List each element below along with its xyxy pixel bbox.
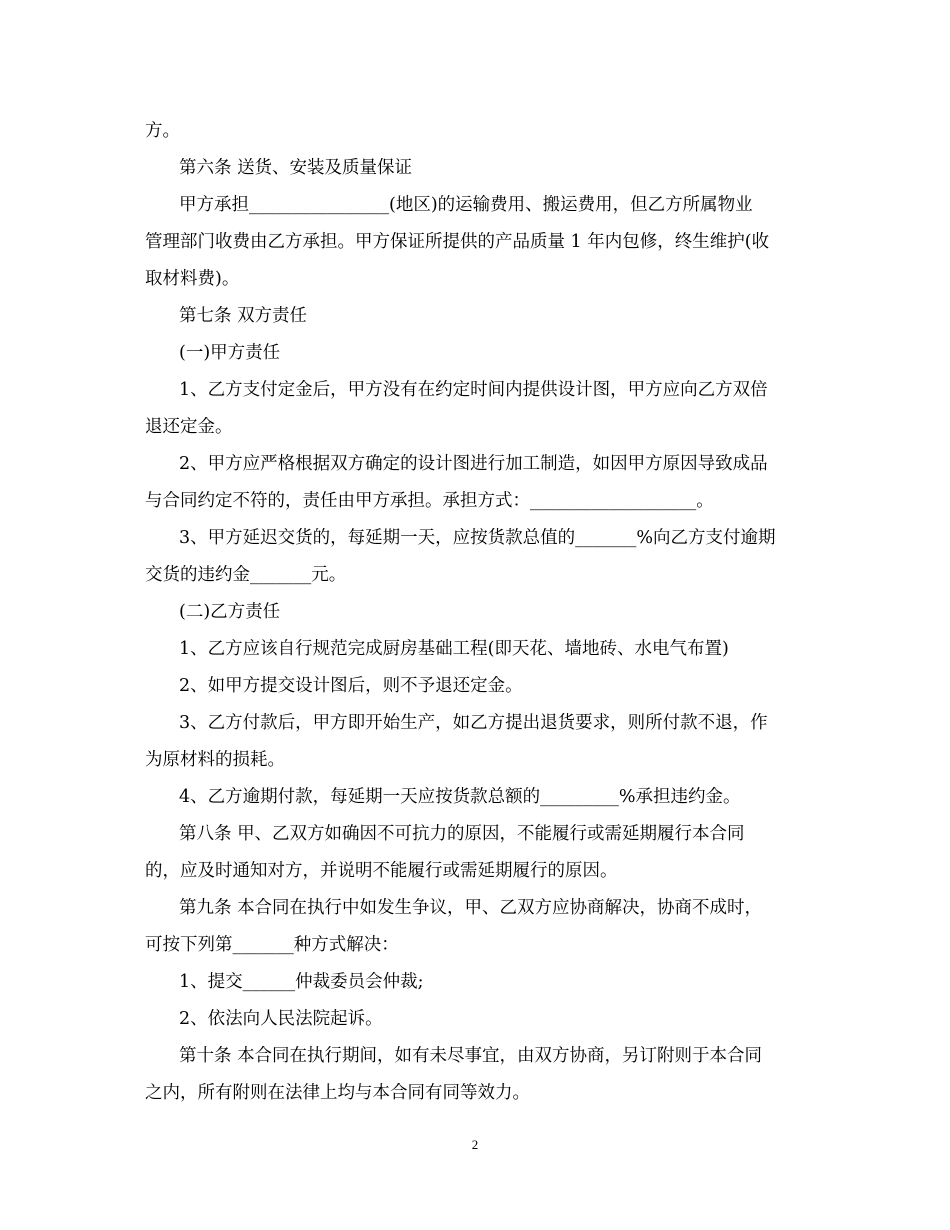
contract-body bbox=[145, 113, 805, 1112]
text-line: 4、乙方逾期付款，每延期一天应按货款总额的_________%承担违约金。 bbox=[179, 787, 741, 807]
text-line: 1、乙方支付定金后，甲方没有在约定时间内提供设计图，甲方应向乙方双倍 bbox=[179, 380, 768, 400]
page-number: 2 bbox=[471, 1137, 479, 1152]
text-line: 甲方承担________________(地区)的运输费用、搬运费用，但乙方所属物业 bbox=[179, 195, 753, 215]
text-line: 之内，所有附则在法律上均与本合同有同等效力。 bbox=[145, 1083, 530, 1103]
text-line: (二)乙方责任 bbox=[179, 602, 281, 622]
text-line: 的，应及时通知对方，并说明不能履行或需延期履行的原因。 bbox=[145, 861, 618, 881]
text-line: 交货的违约金_______元。 bbox=[145, 565, 347, 585]
text-line: 方。 bbox=[145, 121, 180, 141]
text-line: 与合同约定不符的，责任由甲方承担。承担方式：___________________。 bbox=[145, 491, 714, 511]
text-line: 为原材料的损耗。 bbox=[145, 750, 285, 770]
text-line: 3、乙方付款后，甲方即开始生产，如乙方提出退货要求，则所付款不退，作 bbox=[179, 713, 768, 733]
text-line: 可按下列第_______种方式解决： bbox=[145, 935, 399, 955]
text-line: 退还定金。 bbox=[145, 417, 233, 437]
text-line: 取材料费)。 bbox=[145, 269, 240, 289]
text-line: 第十条 本合同在执行期间，如有未尽事宜，由双方协商，另订附则于本合同 bbox=[179, 1046, 763, 1066]
text-line: 1、乙方应该自行规范完成厨房基础工程(即天花、墙地砖、水电气布置) bbox=[179, 639, 729, 659]
text-line: 第六条 送货、安装及质量保证 bbox=[179, 158, 413, 178]
text-line: 2、依法向人民法院起诉。 bbox=[179, 1009, 383, 1029]
text-line: (一)甲方责任 bbox=[179, 343, 281, 363]
text-line: 2、如甲方提交设计图后，则不予退还定金。 bbox=[179, 676, 523, 696]
text-line: 2、甲方应严格根据双方确定的设计图进行加工制造，如因甲方原因导致成品 bbox=[179, 454, 768, 474]
text-line: 第七条 双方责任 bbox=[179, 306, 308, 326]
text-line: 管理部门收费由乙方承担。甲方保证所提供的产品质量 1 年内包修，终生维护(收 bbox=[145, 232, 770, 252]
text-line: 第九条 本合同在执行中如发生争议，甲、乙双方应协商解决，协商不成时， bbox=[179, 898, 763, 918]
text-line: 第八条 甲、乙双方如确因不可抗力的原因，不能履行或需延期履行本合同 bbox=[179, 824, 745, 844]
text-line: 1、提交______仲裁委员会仲裁; bbox=[179, 972, 424, 992]
text-line: 3、甲方延迟交货的，每延期一天，应按货款总值的_______%向乙方支付逾期 bbox=[179, 528, 776, 548]
